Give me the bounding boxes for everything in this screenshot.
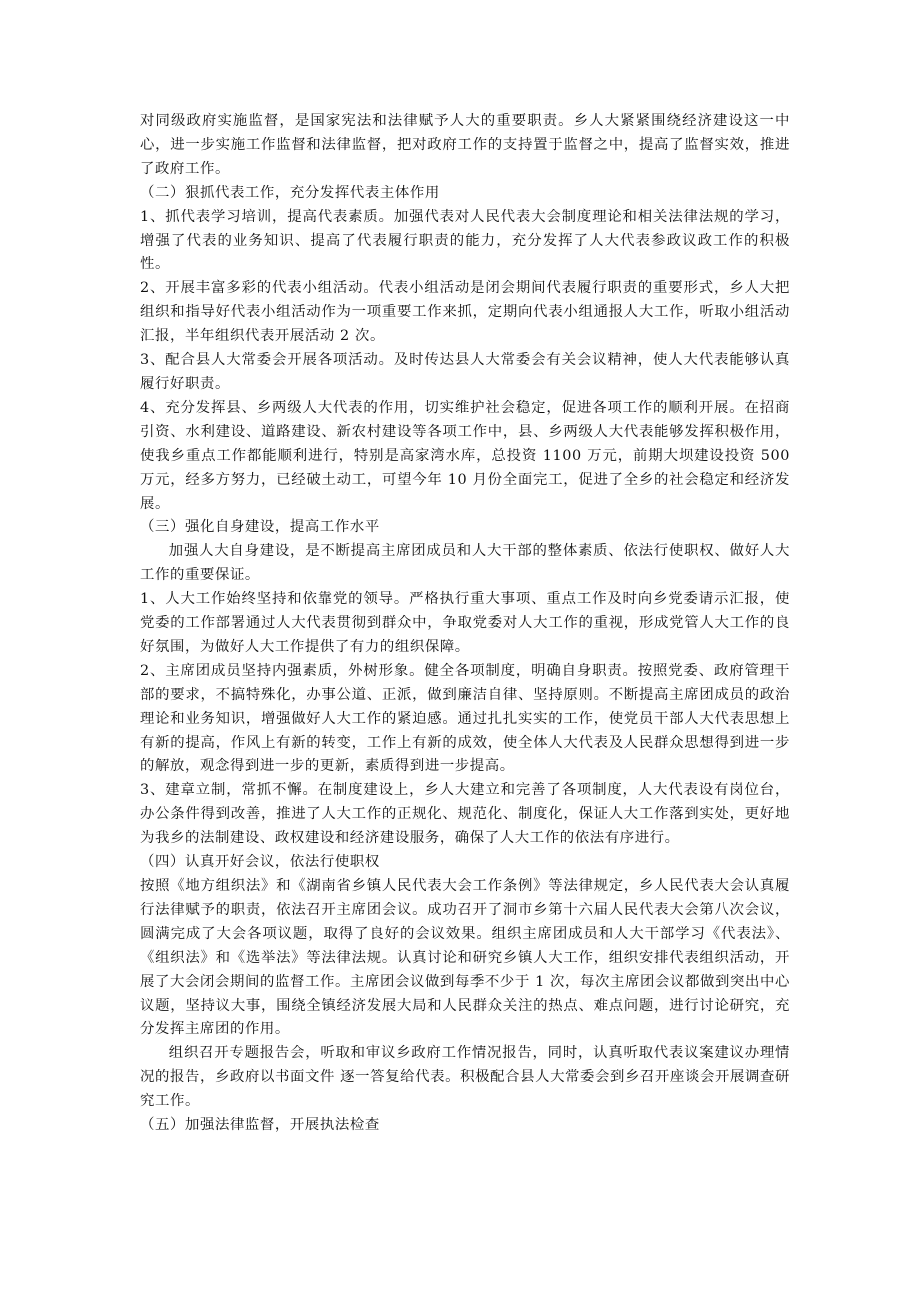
document-body [140,110,790,1138]
list-item: 1、人大工作始终坚持和依靠党的领导。严格执行重大事项、重点工作及时向乡党委请示汇报，使党委的工作部署通过人大代表贯彻到群众中，争取党委对人大工作的重视，形成党管人大工作的良好氛围，为做好人大工作提供了有力的组织保障。 [140,591,790,655]
paragraph-reports: 组织召开专题报告会，听取和审议乡政府工作情况报告，同时，认真听取代表议案建议办理情况的报告，乡政府以书面文件 逐一答复给代表。积极配合县人大常委会到乡召开座谈会开展调查研究工作。 [140,1045,790,1110]
section-heading-5: （五）加强法律监督，开展执法检查 [140,1117,380,1134]
section-heading-4: （四）认真开好会议，依法行使职权 [140,854,380,871]
paragraph-supervision: 对同级政府实施监督，是国家宪法和法律赋予人大的重要职责。乡人大紧紧围绕经济建设这一中心，进一步实施工作监督和法律监督，把对政府工作的支持置于监督之中，提高了监督实效，推进了政府工作。 [140,113,790,177]
list-item: 2、开展丰富多彩的代表小组活动。代表小组活动是闭会期间代表履行职责的重要形式，乡人大把组织和指导好代表小组活动作为一项重要工作来抓，定期向代表小组通报人大工作，听取小组活动汇报，半年组织代表开展活动 2 次。 [140,280,790,345]
list-item: 4、充分发挥县、乡两级人大代表的作用，切实维护社会稳定，促进各项工作的顺利开展。在招商引资、水利建设、道路建设、新农村建设等各项工作中，县、乡两级人大代表能够发挥积极作用，使我乡重点工作都能顺利进行，特别是高家湾水库，总投资 1100 万元，前期大坝建设投资 500 万元，经多方努力，已经破土动工，可望今年 10 月份全面完工，促进了全乡的社会稳定和经济发展。 [140,399,790,512]
list-item: 2、主席团成员坚持内强素质，外树形象。健全各项制度，明确自身职责。按照党委、政府管理干部的要求，不搞特殊化，办事公道、正派，做到廉洁自律、坚持原则。不断提高主席团成员的政治理论和业务知识，增强做好人大工作的紧迫感。通过扎扎实实的工作，使党员干部人大代表思想上有新的提高，作风上有新的转变，工作上有新的成效，使全体人大代表及人民群众思想得到进一步的解放，观念得到进一步的更新，素质得到进一步提高。 [140,662,790,775]
section-heading-2: （二）狠抓代表工作，充分发挥代表主体作用 [140,184,440,201]
list-item: 3、配合县人大常委会开展各项活动。及时传达县人大常委会有关会议精神，使人大代表能够认真履行好职责。 [140,352,790,392]
paragraph-meetings: 按照《地方组织法》和《湖南省乡镇人民代表大会工作条例》等法律规定，乡人民代表大会认真履行法律赋予的职责，依法召开主席团会议。成功召开了洞市乡第十六届人民代表大会第八次会议，圆满完成了大会各项议题，取得了良好的会议效果。组织主席团成员和人大干部学习《代表法》、《组织法》和《选举法》等法律法规。认真讨论和研究乡镇人大工作，组织安排代表组织活动，开展了大会闭会期间的监督工作。主席团会议做到每季不少于 1 次，每次主席团会议都做到突出中心议题，坚持议大事，围绕全镇经济发展大局和人民群众关注的热点、难点问题，进行讨论研究，充分发挥主席团的作用。 [140,878,790,1038]
list-item: 3、建章立制，常抓不懈。在制度建设上，乡人大建立和完善了各项制度，人大代表设有岗位台，办公条件得到改善，推进了人大工作的正规化、规范化、制度化，保证人大工作落到实处，更好地为我乡的法制建设、政权建设和经济建设服务，确保了人大工作的依法有序进行。 [140,782,790,847]
paragraph-self-building: 加强人大自身建设，是不断提高主席团成员和人大干部的整体素质、依法行使职权、做好人大工作的重要保证。 [140,543,790,584]
list-item: 1、抓代表学习培训，提高代表素质。加强代表对人民代表大会制度理论和相关法律法规的学习，增强了代表的业务知识、提高了代表履行职责的能力，充分发挥了人大代表参政议政工作的积极性。 [140,208,790,273]
section-heading-3: （三）强化自身建设，提高工作水平 [140,519,380,536]
